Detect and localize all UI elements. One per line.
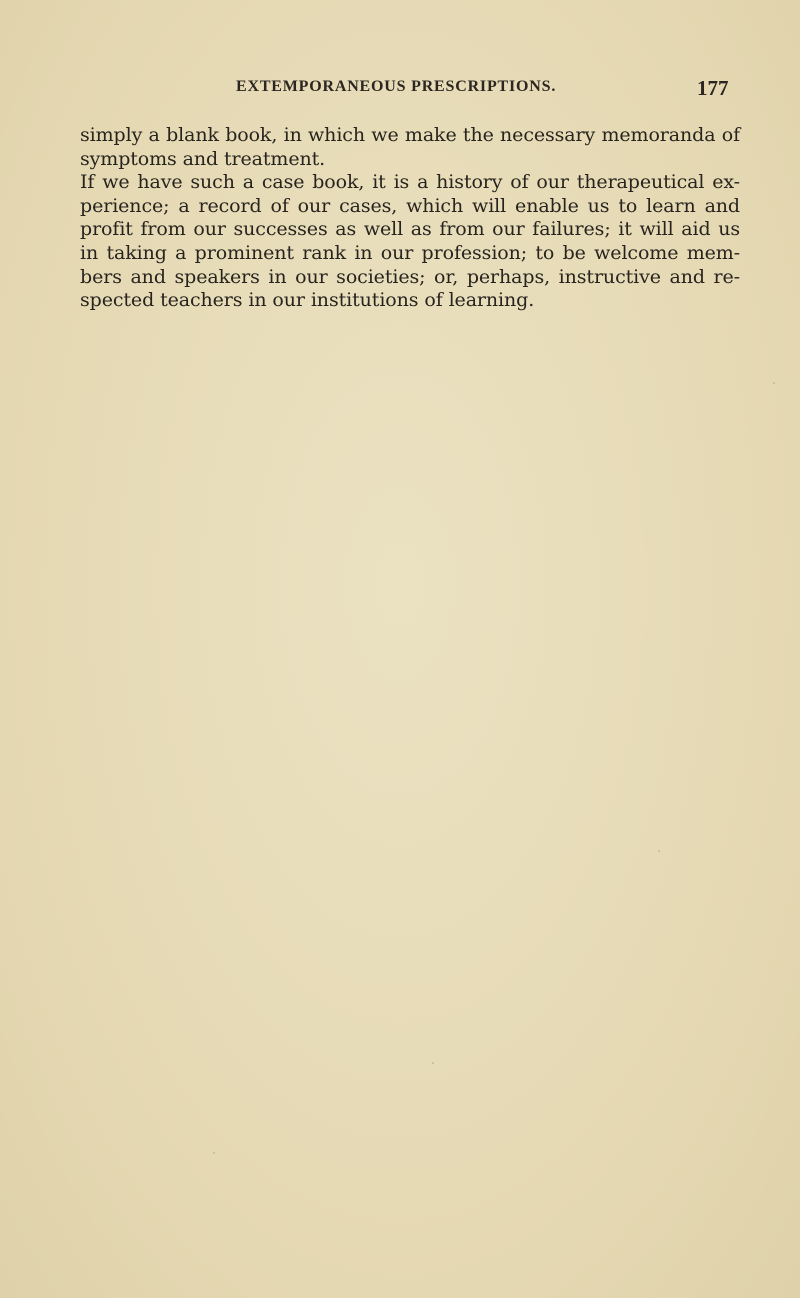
page-number: 177: [697, 76, 729, 100]
text-line: bers and speakers in our societies; or, perhaps, instructive and re-: [80, 265, 740, 288]
paper-speck: [432, 1062, 434, 1064]
paper-speck: [773, 382, 775, 384]
body-text: [80, 124, 740, 313]
text-line: perience; a record of our cases, which will enable us to learn and: [80, 194, 740, 217]
text-line: spected teachers in our institutions of learning.: [80, 289, 535, 312]
text-line: simply a blank book, in which we make the necessary memoranda of: [80, 124, 740, 146]
text-line: in taking a prominent rank in our profession; to be welcome mem-: [80, 241, 740, 264]
text-line: symptoms and treatment.: [80, 147, 326, 170]
running-head: [0, 78, 800, 102]
header-title: EXTEMPORANEOUS PRESCRIPTIONS.: [236, 78, 557, 95]
paper-speck: [213, 1152, 215, 1154]
text-line: If we have such a case book, it is a history of our therapeutical ex-: [80, 171, 740, 194]
text-line: profit from our successes as well as from our failures; it will aid us: [80, 218, 740, 241]
paper-speck: [658, 850, 660, 852]
